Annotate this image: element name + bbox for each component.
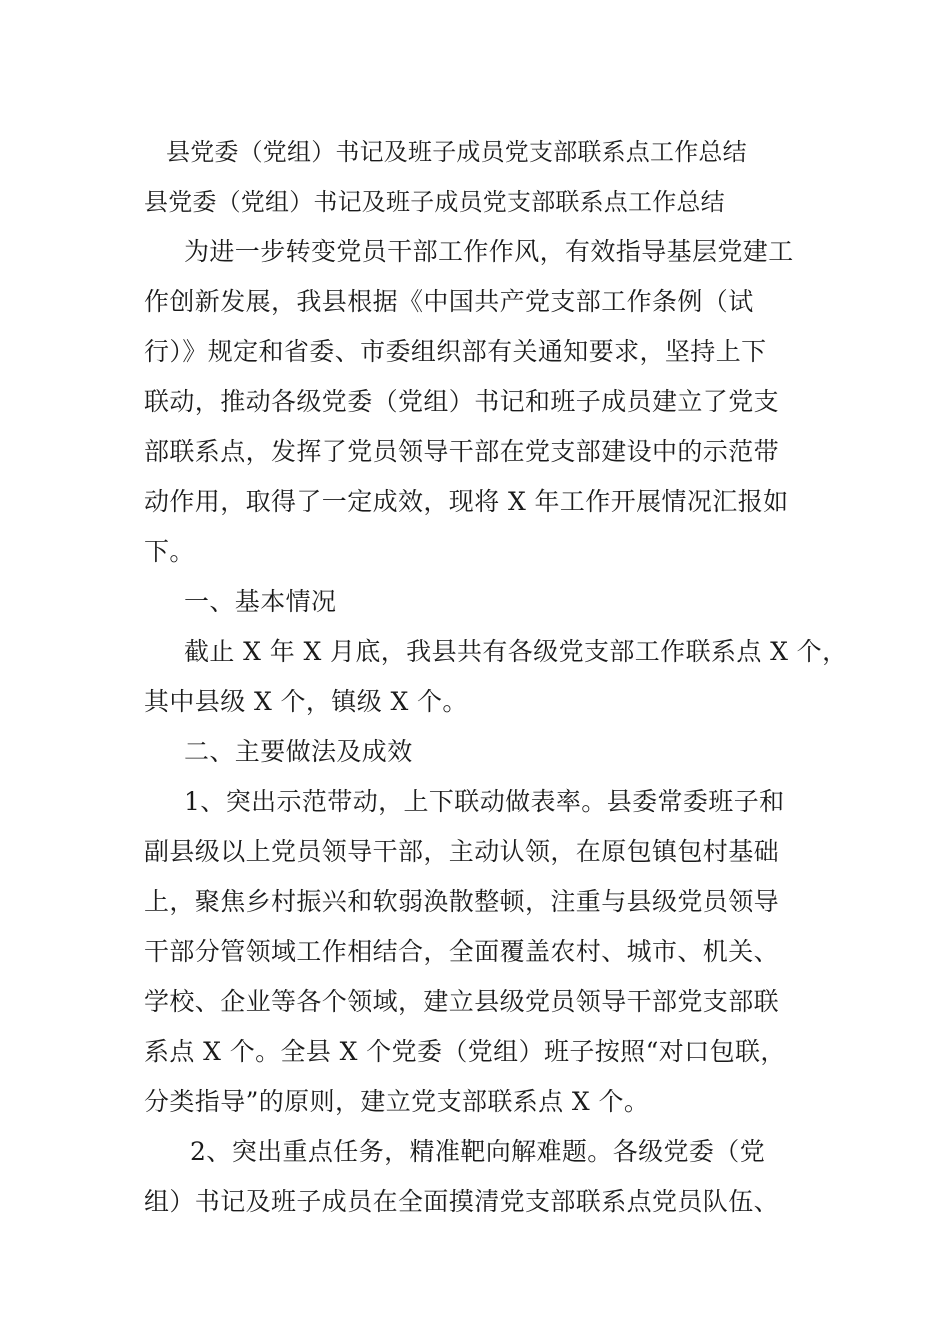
body-line: 截止 X 年 X 月底，我县共有各级党支部工作联系点 X 个， <box>184 637 848 666</box>
body-line: 为进一步转变党员干部工作作风，有效指导基层党建工 <box>184 237 794 266</box>
document-subtitle: 县党委（党组）书记及班子成员党支部联系点工作总结 <box>144 188 725 216</box>
body-line: 学校、企业等各个领域，建立县级党员领导干部党支部联 <box>144 987 780 1016</box>
section-heading: 二、主要做法及成效 <box>184 737 413 766</box>
body-line: 上，聚焦乡村振兴和软弱涣散整顿，注重与县级党员领导 <box>144 887 780 916</box>
body-line: 作创新发展，我县根据《中国共产党支部工作条例（试 <box>144 287 754 316</box>
body-line: 联动，推动各级党委（党组）书记和班子成员建立了党支 <box>144 387 780 416</box>
body-line: 其中县级 X 个，镇级 X 个。 <box>144 687 468 716</box>
body-line: 干部分管领域工作相结合，全面覆盖农村、城市、机关、 <box>144 937 780 966</box>
document-title: 县党委（党组）书记及班子成员党支部联系点工作总结 <box>166 138 747 166</box>
body-line: 动作用，取得了一定成效，现将 X 年工作开展情况汇报如 <box>144 487 789 516</box>
body-line: 分类指导”的原则，建立党支部联系点 X 个。 <box>144 1087 650 1116</box>
body-line: 组）书记及班子成员在全面摸清党支部联系点党员队伍、 <box>144 1187 780 1216</box>
section-heading: 一、基本情况 <box>184 587 337 616</box>
body-line: 2、突出重点任务，精准靶向解难题。各级党委（党 <box>190 1137 766 1166</box>
body-line: 1、突出示范带动，上下联动做表率。县委常委班子和 <box>184 787 785 816</box>
body-line: 下。 <box>144 537 195 566</box>
body-line: 系点 X 个。全县 X 个党委（党组）班子按照“对口包联， <box>144 1037 786 1066</box>
body-line: 行）》规定和省委、市委组织部有关通知要求，坚持上下 <box>144 337 767 366</box>
body-line: 副县级以上党员领导干部，主动认领，在原包镇包村基础 <box>144 837 780 866</box>
body-line: 部联系点，发挥了党员领导干部在党支部建设中的示范带 <box>144 437 780 466</box>
